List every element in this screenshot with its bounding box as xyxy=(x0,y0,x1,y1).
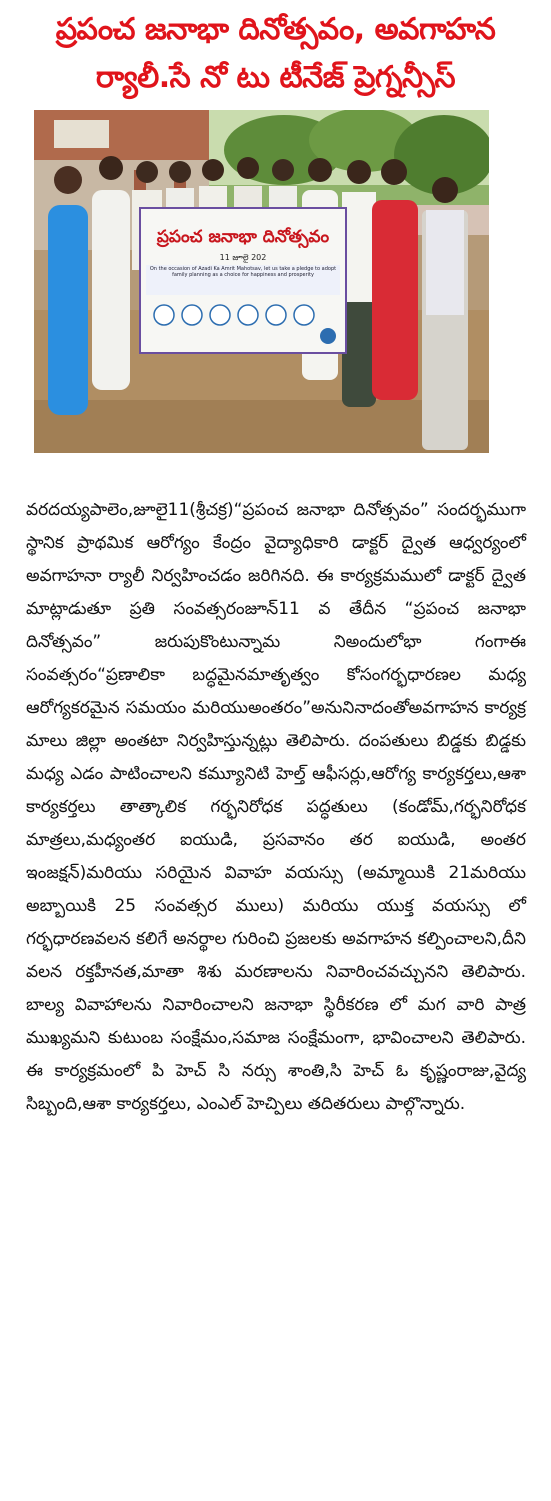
headline xyxy=(14,6,537,102)
article-paragraph: వరదయ్యపాలెం,జూలై11(శ్రీచక్ర)“ప్రపంచ జనాభా దినోత్సవం” సందర్భముగా స్థానిక ప్రాథమిక ఆరోగ్యం కేంద్రం వైద్యాధికారి డాక్టర్ ద్వైత ఆధ్వర్యంలో అవగాహనా ర్యాలీ నిర్వహించడం జరిగినది. ఈ కార్యక్రమములో డాక్టర్ ద్వైత మాట్లాడుతూ ప్రతి సంవత్సరంజూన్11 వ తేదీన “ప్రపంచ జనాభా దినోత్సవం” జరుపుకొంటున్నామ నిఅందులోభా గంగాఈ సంవత్సరం“ప్రణాలికా బద్ధమైనమాతృత్వం కోసంగర్భధారణల మధ్య ఆరోగ్యకరమైన సమయం మరియుఅంతరం”అనునినాదంతోఅవగాహన కార్యక్ర మాలు జిల్లా అంతటా నిర్వహిస్తున్నట్లు తెలిపారు. దంపతులు బిడ్డకు బిడ్డకు మధ్య ఎడం పాటించాలని కమ్యూనిటి హెల్త్ ఆఫీసర్లు,ఆరోగ్య కార్యకర్తలు,ఆశా కార్యకర్తలు తాత్కాలిక గర్భనిరోధక పద్ధతులు (కండోమ్,గర్భనిరోధక మాత్రలు,మధ్యంతర ఐయుడి, ప్రసవానం తర ఐయుడి, అంతర ఇంజక్షన్)మరియు సరియైన వివాహ వయస్సు (అమ్మాయికి 21మరియు అబ్బాయికి 25 సంవత్సర ములు) మరియు యుక్త వయస్సు లో గర్భధారణవలన కలిగే అనర్థాల గురించి ప్రజలకు అవగాహన కల్పించాలని,దీని వలన రక్తహీనత,మాతా శిశు మరణాలను నివారించవచ్చునని తెలిపారు. బాల్య వివాహాలను నివారించాలని జనాభా స్థిరీకరణ లో మగ వారి పాత్ర ముఖ్యమని కుటుంబ సంక్షేమం,సమాజ సంక్షేమంగా, భావించాలని తెలిపారు. ఈ కార్యక్రమంలో పి హెచ్ సి నర్సు శాంతి,సి హెచ్ ఓ కృష్ణంరాజు,వైద్య సిబ్బంది,ఆశా కార్యకర్తలు, ఎంఎల్ హెచ్పిలు తదితరులు పాల్గొన్నారు. xyxy=(26,500,526,1114)
article-body xyxy=(26,494,526,1121)
news-photo xyxy=(34,110,489,453)
banner-caption: On the occasion of Azadi Ka Amrit Mahotsav, let us take a pledge to adopt family planning as a choice for happiness and prosperity xyxy=(149,266,337,278)
banner-title: ప్రపంచ జనాభా దినోత్సవం xyxy=(156,227,330,247)
rally-banner xyxy=(140,208,346,353)
headline-line-1: ప్రపంచ జనాభా దినోత్సవం, అవగాహన xyxy=(55,12,496,47)
headline-line-2: ర్యాలీ.సే నో టు టీనేజ్ ప్రెగ్నన్సీస్ xyxy=(95,60,456,95)
banner-date: 11 జూలై 202 xyxy=(219,253,267,262)
